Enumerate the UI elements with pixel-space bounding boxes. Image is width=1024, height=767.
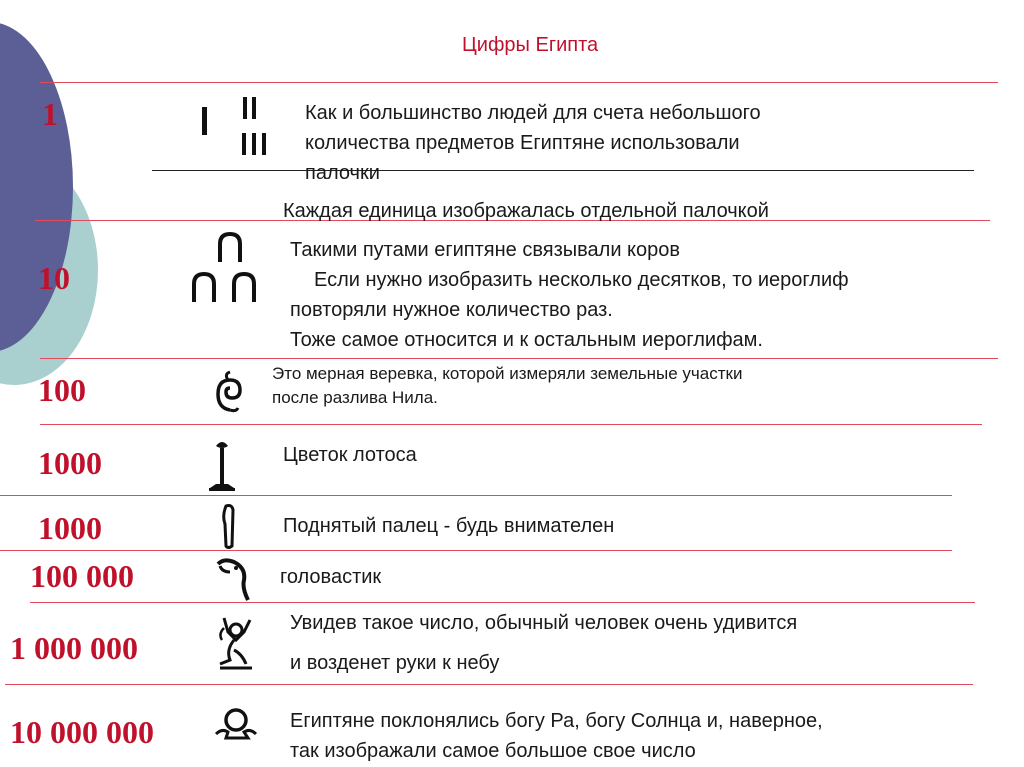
stroke-glyph-icon — [196, 95, 276, 161]
separator-line — [30, 602, 975, 603]
numeral-value: 100 — [38, 372, 86, 408]
heel-bone-glyph-icon — [190, 232, 270, 304]
numeral-value: 10 000 000 — [10, 714, 154, 750]
numeral-value: 1000 — [38, 445, 102, 481]
coil-rope-glyph-icon — [214, 370, 246, 414]
description-text: Цветок лотоса — [283, 444, 417, 466]
tadpole-glyph-icon — [214, 556, 256, 602]
numeral-value: 100 000 — [30, 558, 134, 594]
description-text: Египтяне поклонялись богу Ра, богу Солнца и, наверное, так изображали самое большое свое число — [290, 710, 823, 762]
description-text: Поднятый палец - будь внимателен — [283, 515, 615, 537]
kneeling-man-glyph-icon — [210, 614, 260, 672]
separator-line — [0, 550, 952, 551]
separator-line — [40, 82, 998, 83]
description-text: Такими путами египтяне связывали коров Если нужно изобразить несколько десятков, то иероглиф повторяли нужное количество раз. Тоже самое относится и к остальным иероглифам. — [290, 239, 849, 351]
description-text: Как и большинство людей для счета небольшого количества предметов Египтяне использовали палочки — [305, 102, 761, 184]
description-text: Увидев такое число, обычный человек очень удивится и возденет руки к небу — [290, 612, 798, 674]
page-title: Цифры Египта — [462, 34, 599, 56]
numeral-value: 1 000 000 — [10, 630, 138, 666]
separator-line — [40, 424, 982, 425]
description-text: Это мерная веревка, которой измеряли земельные участки после разлива Нила. — [272, 364, 743, 407]
description-text: головастик — [280, 566, 382, 588]
separator-line — [5, 684, 973, 685]
lotus-glyph-icon — [204, 438, 240, 494]
separator-line — [40, 358, 998, 359]
finger-glyph-icon — [218, 502, 240, 550]
separator-line — [0, 495, 952, 496]
sun-god-glyph-icon — [214, 706, 258, 742]
numeral-value: 1 — [42, 96, 58, 132]
numeral-value: 1000 — [38, 510, 102, 546]
note-text: Каждая единица изображалась отдельной палочкой — [283, 200, 769, 222]
numeral-value: 10 — [38, 260, 70, 296]
